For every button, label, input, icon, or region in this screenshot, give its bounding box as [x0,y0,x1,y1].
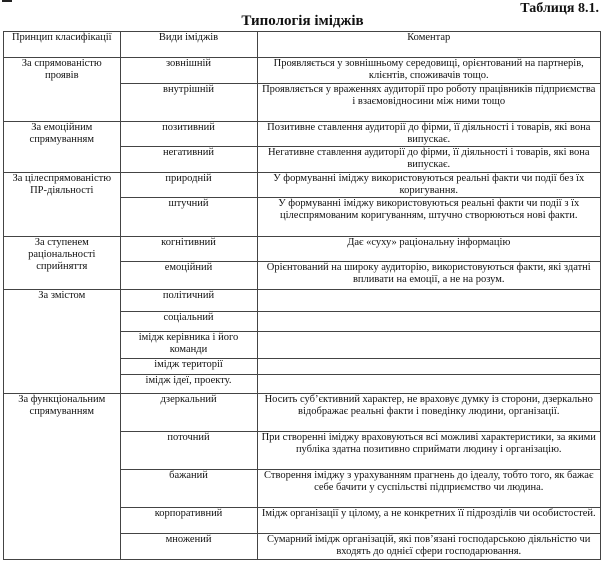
kind-cell: внутрішній [120,84,257,122]
comment-cell: Негативне ставлення аудиторії до фірми, її діяльності і товарів, які вона випускає. [257,147,601,173]
comment-cell: У формуванні іміджу використовуються реальні факти чи події без їх коригування. [257,173,601,198]
comment-cell [257,359,601,375]
principle-cell: За ступенем раціональності сприйняття [4,237,121,290]
table-row [4,290,601,312]
header-comment: Коментар [257,32,601,58]
kind-cell: множений [120,534,257,560]
kind-cell: політичний [120,290,257,312]
principle-cell: За змістом [4,290,121,394]
comment-cell [257,332,601,359]
kind-cell: позитивний [120,122,257,147]
kind-cell: соціальний [120,312,257,332]
comment-cell: Дає «суху» раціональну інформацію [257,237,601,262]
principle-cell: За функціональним спрямуванням [4,394,121,560]
kind-cell: штучний [120,198,257,237]
table-row [4,237,601,262]
kind-cell: корпоративний [120,508,257,534]
table-row [4,173,601,198]
comment-cell [257,375,601,394]
typology-table [3,31,601,560]
kind-cell: когнітивний [120,237,257,262]
kind-cell: дзеркальний [120,394,257,432]
comment-cell [257,312,601,332]
kind-cell: імідж території [120,359,257,375]
comment-cell: Створення іміджу з урахуванням прагнень до ідеалу, тобто того, як бажає себе бачити у суспільстві підприємство чи людина. [257,470,601,508]
header-principle: Принцип класифікації [4,32,121,58]
principle-cell: За емоційним спрямуванням [4,122,121,173]
comment-cell: У формуванні іміджу використовуються реальні факти чи події з їх цілеспрямованим коригуванням, штучно створюються нові факти. [257,198,601,237]
table-caption: Типологія іміджів [241,13,364,29]
kind-cell: бажаний [120,470,257,508]
comment-cell [257,290,601,312]
kind-cell: природній [120,173,257,198]
kind-cell: поточний [120,432,257,470]
comment-cell: Імідж організації у цілому, а не конкретних її підрозділів чи особистостей. [257,508,601,534]
kind-cell: негативний [120,147,257,173]
kind-cell: зовнішній [120,58,257,84]
kind-cell: емоційний [120,262,257,290]
header-row [4,32,601,58]
table-row [4,58,601,84]
table-row [4,122,601,147]
comment-cell: Сумарний імідж організацій, які пов’язані господарською діяльністю чи входять до однієї сфери господарювання. [257,534,601,560]
comment-cell: Орієнтований на широку аудиторію, використовуються факти, які здатні впливати на емоції, а не на розум. [257,262,601,290]
comment-cell: Проявляється у враженнях аудиторії про роботу працівників підприємства і взаємовідносини між ними тощо [257,84,601,122]
corner-mark [2,0,12,2]
comment-cell: При створенні іміджу враховуються всі можливі характеристики, за якими публіка здатна позитивно сприймати людину і організацію. [257,432,601,470]
comment-cell: Проявляється у зовнішньому середовищі, орієнтований на партнерів, клієнтів, споживачів тощо. [257,58,601,84]
kind-cell: імідж ідеї, проекту. [120,375,257,394]
comment-cell: Носить суб’єктивний характер, не враховує думку із сторони, дзеркально відображає реальні факти і поведінку людини, організації. [257,394,601,432]
table-number: Таблиця 8.1. [520,1,599,16]
kind-cell: імідж керівника і його команди [120,332,257,359]
comment-cell: Позитивне ставлення аудиторії до фірми, її діяльності і товарів, які вона випускає. [257,122,601,147]
table-row [4,394,601,432]
principle-cell: За спрямованістю проявів [4,58,121,122]
principle-cell: За цілеспрямованістю ПР-діяльності [4,173,121,237]
header-kinds: Види іміджів [120,32,257,58]
